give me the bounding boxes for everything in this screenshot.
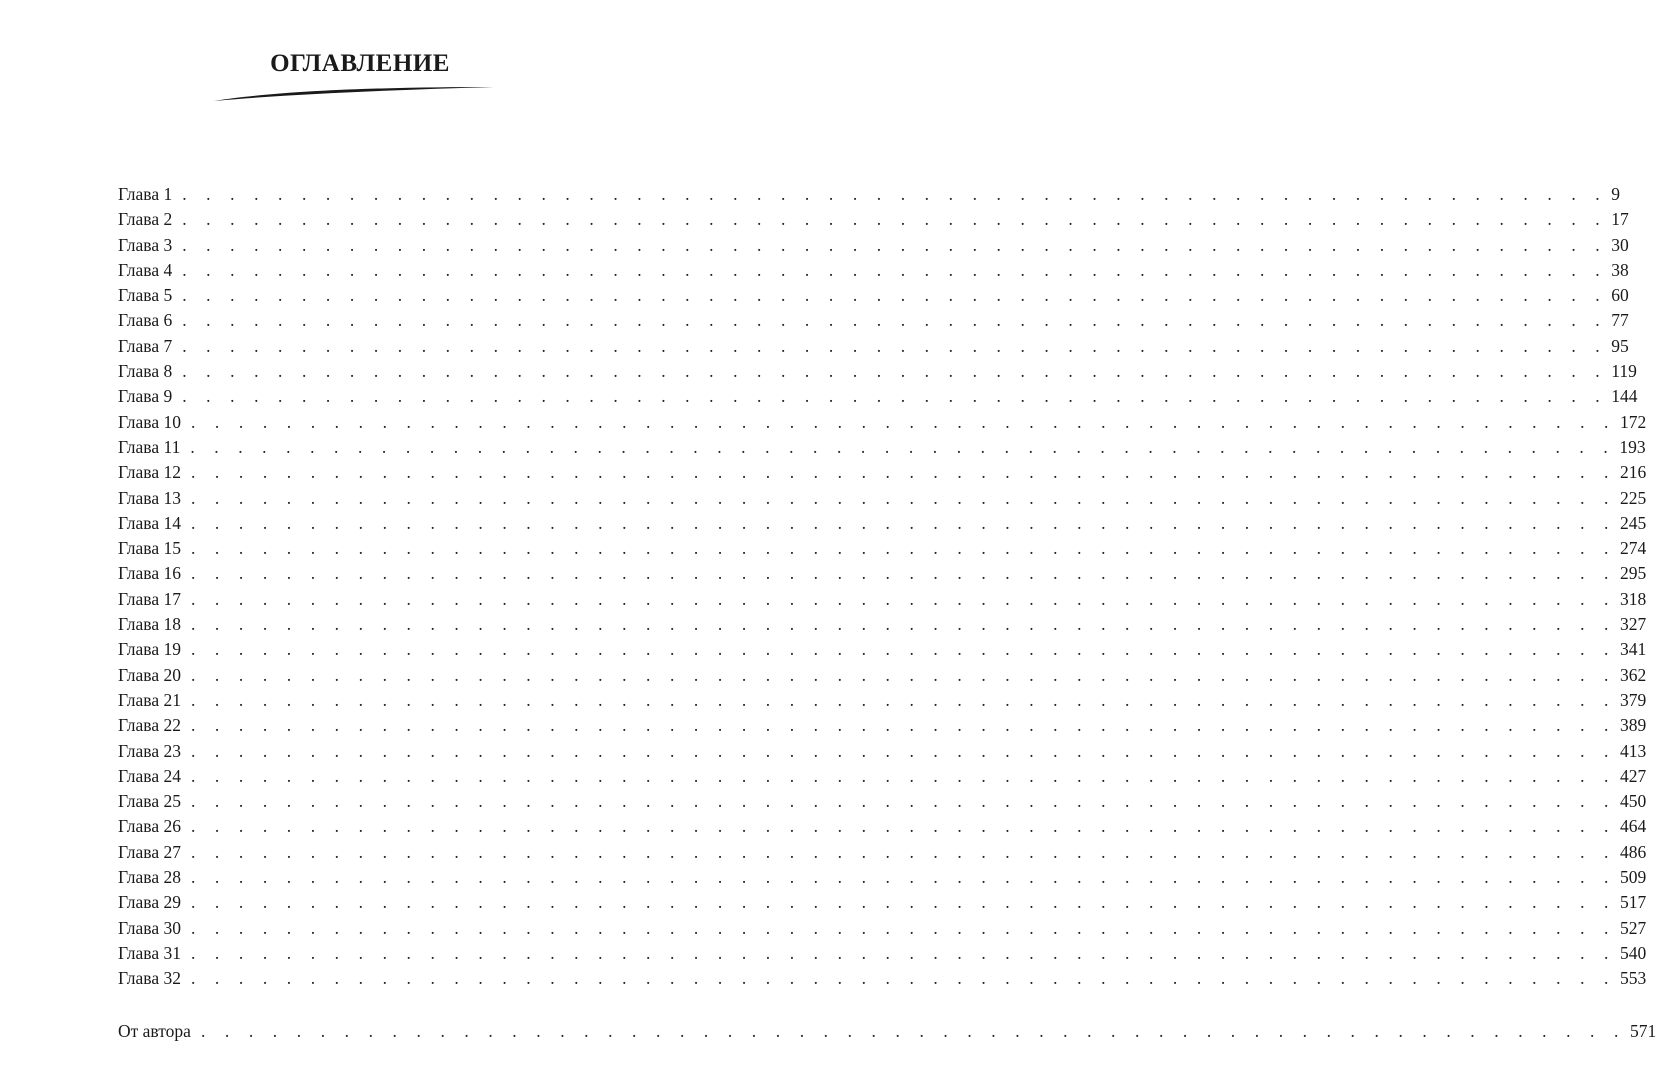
dot-leader: . . . . . . . . . . . . . . . . . . . . . . . . . . . . . . . . . . . . . . . . . . . . . . . . . . . . . . . . . . . .: [190, 588, 1617, 609]
toc-entry: [118, 283, 1629, 308]
toc-entry: [118, 233, 1629, 258]
toc-entry: [118, 764, 1647, 789]
toc-page-number: 225: [1620, 487, 1647, 508]
toc-page-number: 60: [1611, 285, 1629, 306]
dot-leader: . . . . . . . . . . . . . . . . . . . . . . . . . . . . . . . . . . . . . . . . . . . . . . . . . . . . . . . . . . . .: [182, 184, 1608, 204]
toc-entry-label: Глава 30: [118, 917, 181, 938]
dot-leader: . . . . . . . . . . . . . . . . . . . . . . . . . . . . . . . . . . . . . . . . . . . . . . . . . . . . . . . . . . . .: [190, 740, 1617, 761]
toc-entry-label: Глава 14: [118, 512, 181, 533]
dot-leader: . . . . . . . . . . . . . . . . . . . . . . . . . . . . . . . . . . . . . . . . . . . . . . . . . . . . . . . . . . . .: [190, 436, 1616, 457]
toc-entry-label: Глава 3: [118, 234, 173, 255]
dot-leader: . . . . . . . . . . . . . . . . . . . . . . . . . . . . . . . . . . . . . . . . . . . . . . . . . . . . . . . . . . . .: [182, 259, 1608, 280]
page-title: ОГЛАВЛЕНИЕ: [270, 50, 450, 77]
toc-entry: [118, 334, 1629, 359]
toc-entry: [118, 410, 1647, 435]
toc-page-number: 172: [1620, 411, 1647, 432]
toc-entry: [118, 713, 1647, 738]
toc-page-number: 341: [1620, 639, 1647, 660]
toc-page-number: 464: [1620, 816, 1647, 837]
toc-entry-label: От автора: [118, 1020, 191, 1041]
toc-entry-label: Глава 1: [118, 184, 173, 204]
toc-entry-label: Глава 20: [118, 664, 181, 685]
toc-page-number: 327: [1620, 614, 1647, 635]
toc-entry-label: Глава 22: [118, 715, 181, 736]
toc-page-number: 413: [1620, 740, 1647, 761]
toc-entry-label: Глава 16: [118, 563, 181, 584]
dot-leader: . . . . . . . . . . . . . . . . . . . . . . . . . . . . . . . . . . . . . . . . . . . . . . . . . . . . . . . . . . . .: [190, 411, 1617, 432]
toc-spacer: [118, 992, 580, 1019]
toc-entry: [118, 435, 1646, 460]
dot-leader: . . . . . . . . . . . . . . . . . . . . . . . . . . . . . . . . . . . . . . . . . . . . . . . . . . . . . . . . . . . .: [190, 968, 1617, 989]
toc-page-number: 274: [1620, 538, 1647, 559]
toc-entry-label: Глава 10: [118, 411, 181, 432]
toc-entry-label: Глава 18: [118, 614, 181, 635]
dot-leader: . . . . . . . . . . . . . . . . . . . . . . . . . . . . . . . . . . . . . . . . . . . . . . . . . . . . . . . . . . . .: [190, 917, 1617, 938]
toc-page-number: 318: [1620, 588, 1647, 609]
dot-leader: . . . . . . . . . . . . . . . . . . . . . . . . . . . . . . . . . . . . . . . . . . . . . . . . . . . . . . . . . . . .: [190, 715, 1617, 736]
toc-entry-label: Глава 26: [118, 816, 181, 837]
dot-leader: . . . . . . . . . . . . . . . . . . . . . . . . . . . . . . . . . . . . . . . . . . . . . . . . . . . . . . . . . . . .: [182, 310, 1608, 331]
toc-entry-label: Глава 24: [118, 765, 181, 786]
toc-entry-label: Глава 31: [118, 942, 181, 963]
toc-page-number: 527: [1620, 917, 1647, 938]
toc-page-number: 144: [1611, 386, 1638, 407]
toc-page-number: 38: [1611, 259, 1629, 280]
toc-entry: [118, 612, 1647, 637]
toc-entry-label: Глава 6: [118, 310, 173, 331]
dot-leader: . . . . . . . . . . . . . . . . . . . . . . . . . . . . . . . . . . . . . . . . . . . . . . . . . . . . . . . . . . . .: [190, 639, 1617, 660]
toc-entry: [118, 637, 1647, 662]
toc-entry: [118, 384, 1638, 409]
dot-leader: . . . . . . . . . . . . . . . . . . . . . . . . . . . . . . . . . . . . . . . . . . . . . . . . . . . . . . . . . . . .: [182, 285, 1608, 306]
toc-entry: [118, 359, 1637, 384]
toc-entry: [118, 486, 1647, 511]
toc-entry-label: Глава 11: [118, 436, 181, 457]
toc-entry: [118, 739, 1647, 764]
toc-entry: [118, 840, 1647, 865]
title-underline-swash: [212, 84, 496, 106]
dot-leader: . . . . . . . . . . . . . . . . . . . . . . . . . . . . . . . . . . . . . . . . . . . . . . . . . . . . . . . . . . . .: [190, 512, 1617, 533]
toc-page-number: 517: [1620, 892, 1647, 913]
toc-entry-label: Глава 32: [118, 968, 181, 989]
toc-entry-label: Глава 4: [118, 259, 173, 280]
table-of-contents: [118, 182, 1656, 1044]
toc-page-number: 119: [1611, 361, 1637, 382]
dot-leader: . . . . . . . . . . . . . . . . . . . . . . . . . . . . . . . . . . . . . . . . . . . . . . . . . . . . . . . . . . . .: [190, 765, 1617, 786]
toc-entry: [118, 916, 1647, 941]
toc-entry: [118, 511, 1647, 536]
dot-leader: . . . . . . . . . . . . . . . . . . . . . . . . . . . . . . . . . . . . . . . . . . . . . . . . . . . . . . . . . . . .: [182, 335, 1608, 356]
toc-page-number: 379: [1620, 689, 1647, 710]
dot-leader: . . . . . . . . . . . . . . . . . . . . . . . . . . . . . . . . . . . . . . . . . . . . . . . . . . . . . . . . . . . .: [190, 942, 1617, 963]
toc-entry-label: Глава 2: [118, 209, 173, 230]
dot-leader: . . . . . . . . . . . . . . . . . . . . . . . . . . . . . . . . . . . . . . . . . . . . . . . . . . . . . . . . . . . .: [182, 234, 1608, 255]
toc-page-number: 216: [1620, 462, 1647, 483]
toc-entry-label: Глава 5: [118, 285, 173, 306]
toc-entry-label: Глава 17: [118, 588, 181, 609]
toc-entry-label: Глава 23: [118, 740, 181, 761]
toc-page-number: 295: [1620, 563, 1647, 584]
toc-entry-label: Глава 15: [118, 538, 181, 559]
toc-entry: [118, 941, 1647, 966]
toc-entry: [118, 460, 1647, 485]
toc-entry: [118, 587, 1647, 612]
dot-leader: . . . . . . . . . . . . . . . . . . . . . . . . . . . . . . . . . . . . . . . . . . . . . . . . . . . . . . . . . . . .: [190, 487, 1617, 508]
toc-page-number: 245: [1620, 512, 1647, 533]
dot-leader: . . . . . . . . . . . . . . . . . . . . . . . . . . . . . . . . . . . . . . . . . . . . . . . . . . . . . . . . . . . .: [200, 1020, 1626, 1041]
toc-entry-label: Глава 12: [118, 462, 181, 483]
toc-entry: [118, 789, 1647, 814]
toc-entry-label: Глава 28: [118, 867, 181, 888]
toc-entry-label: Глава 7: [118, 335, 173, 356]
toc-entry-label: Глава 25: [118, 791, 181, 812]
toc-entry-label: Глава 29: [118, 892, 181, 913]
dot-leader: . . . . . . . . . . . . . . . . . . . . . . . . . . . . . . . . . . . . . . . . . . . . . . . . . . . . . . . . . . . .: [182, 386, 1608, 407]
dot-leader: . . . . . . . . . . . . . . . . . . . . . . . . . . . . . . . . . . . . . . . . . . . . . . . . . . . . . . . . . . . .: [190, 892, 1617, 913]
toc-entry: [118, 561, 1647, 586]
dot-leader: . . . . . . . . . . . . . . . . . . . . . . . . . . . . . . . . . . . . . . . . . . . . . . . . . . . . . . . . . . . .: [190, 841, 1617, 862]
toc-entry: [118, 688, 1647, 713]
toc-entry: [118, 890, 1647, 915]
toc-entry-label: Глава 8: [118, 361, 173, 382]
toc-page-number: 486: [1620, 841, 1647, 862]
toc-entry-afterword: [118, 1019, 1656, 1044]
dot-leader: . . . . . . . . . . . . . . . . . . . . . . . . . . . . . . . . . . . . . . . . . . . . . . . . . . . . . . . . . . . .: [190, 664, 1617, 685]
toc-entry-label: Глава 19: [118, 639, 181, 660]
toc-entry: [118, 536, 1647, 561]
toc-entry-label: Глава 21: [118, 689, 181, 710]
toc-page-number: 362: [1620, 664, 1647, 685]
toc-page-number: 571: [1629, 1020, 1656, 1041]
dot-leader: . . . . . . . . . . . . . . . . . . . . . . . . . . . . . . . . . . . . . . . . . . . . . . . . . . . . . . . . . . . .: [190, 689, 1617, 710]
toc-page-number: 77: [1611, 310, 1629, 331]
toc-entry: [118, 966, 1647, 991]
toc-page-number: 553: [1620, 968, 1647, 989]
toc-entry: [118, 258, 1629, 283]
toc-entry: [118, 182, 1621, 207]
toc-page-number: 193: [1619, 436, 1646, 457]
toc-entry: [118, 207, 1629, 232]
toc-page-number: 30: [1611, 234, 1629, 255]
toc-page-number: 450: [1620, 791, 1647, 812]
toc-page-number: 9: [1611, 184, 1621, 204]
dot-leader: . . . . . . . . . . . . . . . . . . . . . . . . . . . . . . . . . . . . . . . . . . . . . . . . . . . . . . . . . . . .: [190, 816, 1617, 837]
toc-entry-label: Глава 13: [118, 487, 181, 508]
dot-leader: . . . . . . . . . . . . . . . . . . . . . . . . . . . . . . . . . . . . . . . . . . . . . . . . . . . . . . . . . . . .: [190, 538, 1617, 559]
toc-entry-label: Глава 9: [118, 386, 173, 407]
dot-leader: . . . . . . . . . . . . . . . . . . . . . . . . . . . . . . . . . . . . . . . . . . . . . . . . . . . . . . . . . . . .: [190, 867, 1617, 888]
dot-leader: . . . . . . . . . . . . . . . . . . . . . . . . . . . . . . . . . . . . . . . . . . . . . . . . . . . . . . . . . . . .: [182, 209, 1608, 230]
toc-page-number: 427: [1620, 765, 1647, 786]
dot-leader: . . . . . . . . . . . . . . . . . . . . . . . . . . . . . . . . . . . . . . . . . . . . . . . . . . . . . . . . . . . .: [190, 791, 1617, 812]
toc-entry-label: Глава 27: [118, 841, 181, 862]
dot-leader: . . . . . . . . . . . . . . . . . . . . . . . . . . . . . . . . . . . . . . . . . . . . . . . . . . . . . . . . . . . .: [182, 361, 1608, 382]
toc-page-number: 17: [1611, 209, 1629, 230]
toc-page-number: 540: [1620, 942, 1647, 963]
toc-page-number: 389: [1620, 715, 1647, 736]
dot-leader: . . . . . . . . . . . . . . . . . . . . . . . . . . . . . . . . . . . . . . . . . . . . . . . . . . . . . . . . . . . .: [190, 614, 1617, 635]
toc-page-number: 95: [1611, 335, 1629, 356]
toc-entry: [118, 865, 1647, 890]
dot-leader: . . . . . . . . . . . . . . . . . . . . . . . . . . . . . . . . . . . . . . . . . . . . . . . . . . . . . . . . . . . .: [190, 462, 1617, 483]
toc-page-number: 509: [1620, 867, 1647, 888]
toc-entry: [118, 308, 1629, 333]
toc-entry: [118, 814, 1647, 839]
toc-entry: [118, 663, 1647, 688]
dot-leader: . . . . . . . . . . . . . . . . . . . . . . . . . . . . . . . . . . . . . . . . . . . . . . . . . . . . . . . . . . . .: [190, 563, 1617, 584]
